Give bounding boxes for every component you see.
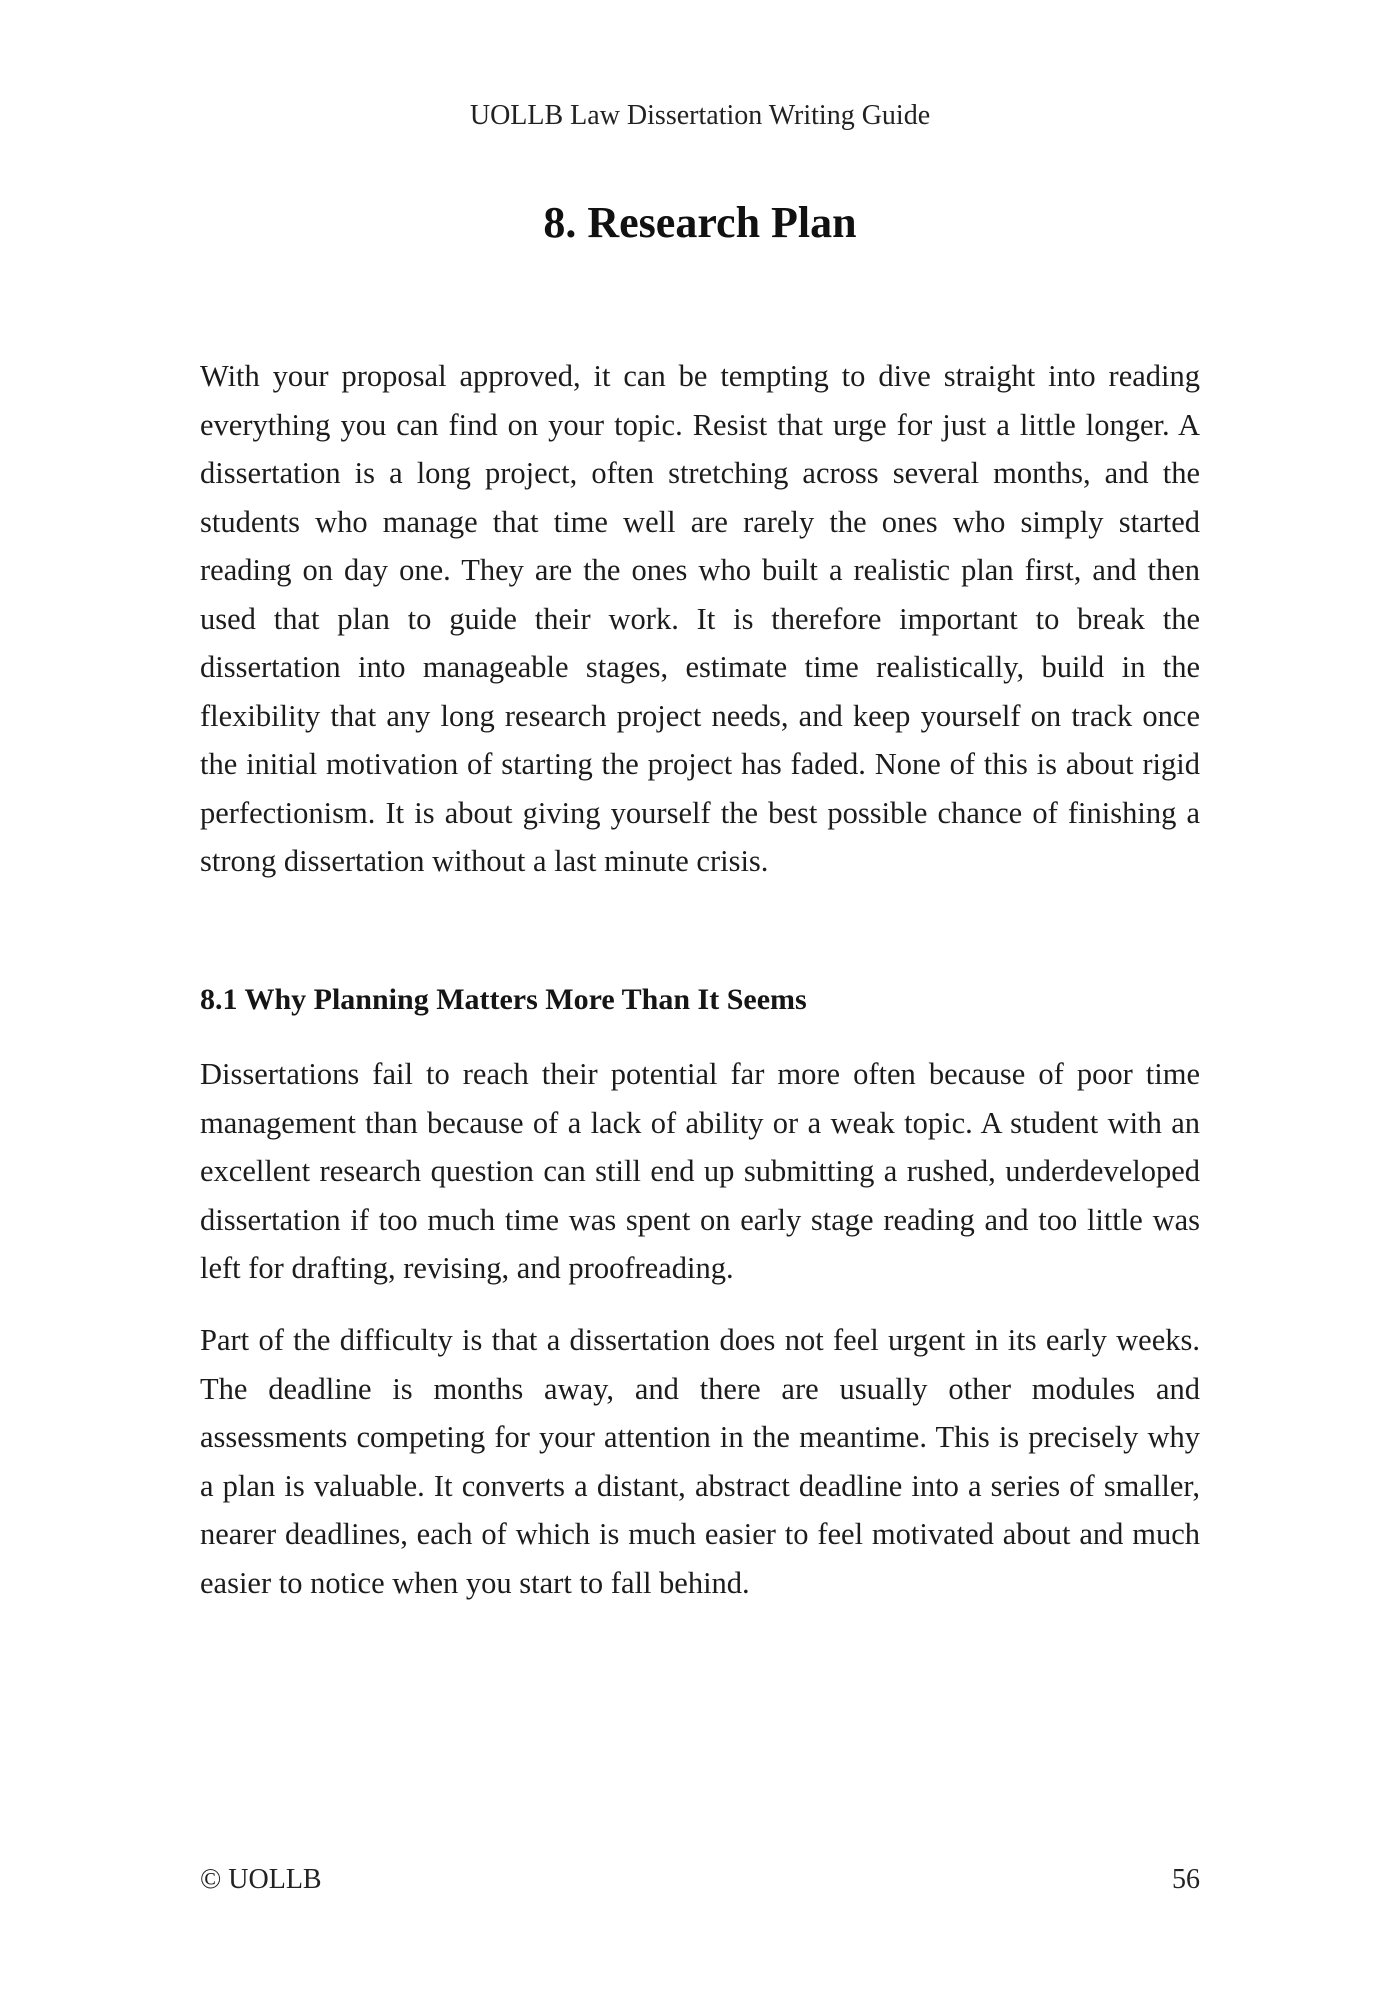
section-paragraph: Part of the difficulty is that a dissertation does not feel urgent in its early weeks. The deadline is months away, and there are usually other modules and assessments competing for your attention in the meantime. This is precisely why a plan is valuable. It converts a distant, abstract deadline into a series of smaller, nearer deadlines, each of which is much easier to feel motivated about and much easier to notice when you start to fall behind.	[200, 1323, 1200, 1600]
intro-paragraph: With your proposal approved, it can be tempting to dive straight into reading everything you can find on your topic. Resist that urge for just a little longer. A dissertation is a long project, often stretching across several months, and the students who manage that time well are rarely the ones who simply started reading on day one. They are the ones who built a realistic plan first, and then used that plan to guide their work. It is therefore important to break the dissertation into manageable stages, estimate time realistically, build in the flexibility that any long research project needs, and keep yourself on track once the initial motivation of starting the project has faded. None of this is about rigid perfectionism. It is about giving yourself the best possible chance of finishing a strong dissertation without a last minute crisis.	[200, 359, 1200, 878]
section-heading: 8.1 Why Planning Matters More Than It Seems	[200, 983, 807, 1016]
running-header: UOLLB Law Dissertation Writing Guide	[469, 100, 931, 131]
copyright-notice: © UOLLB	[200, 1864, 322, 1895]
section-paragraph: Dissertations fail to reach their potential far more often because of poor time management than because of a lack of ability or a weak topic. A student with an excellent research question can still end up submitting a rushed, underdeveloped dissertation if too much time was spent on early stage reading and too little was left for drafting, revising, and proofreading.	[200, 1057, 1200, 1285]
chapter-title: 8. Research Plan	[543, 198, 857, 247]
page-footer	[200, 1862, 1200, 1902]
page-number: 56	[1172, 1864, 1200, 1895]
